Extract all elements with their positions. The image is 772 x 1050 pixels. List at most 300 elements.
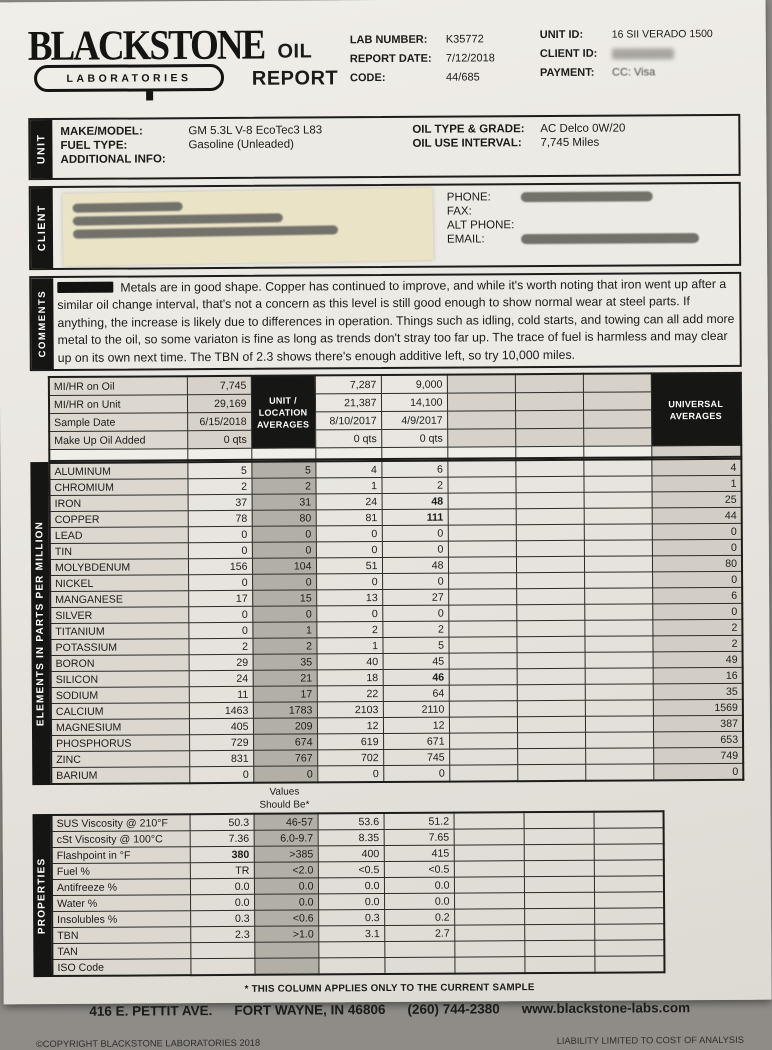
universal-average-value: 387 [653, 716, 743, 733]
cell [584, 492, 652, 508]
cell [651, 446, 741, 458]
current-sample-value: 2 [187, 479, 251, 495]
current-sample-footnote: * THIS COLUMN APPLIES ONLY TO THE CURRENT SAMPLE [34, 981, 746, 996]
previous-sample-2-value: 12 [383, 717, 449, 733]
universal-average-value: 0 [652, 540, 742, 557]
elements-table [48, 458, 744, 785]
cell [524, 844, 594, 860]
cell [515, 429, 583, 447]
universal-average-value: 4 [651, 459, 741, 476]
element-row [51, 764, 743, 785]
current-sample-value: 0.0 [190, 879, 254, 895]
lab-number-label: LAB NUMBER: [350, 34, 446, 47]
universal-average-value: 6 [652, 588, 742, 605]
current-sample-value: 831 [189, 751, 253, 767]
values-should-be: >1.0 [254, 926, 318, 942]
previous-sample-2-value: 745 [383, 749, 449, 765]
blackstone-logo [28, 21, 240, 102]
previous-sample-2-value: 0 [382, 525, 448, 541]
cell [516, 493, 584, 509]
cell [449, 669, 517, 685]
current-sample-value: 6/15/2018 [187, 413, 251, 431]
logo-subtext: LABORATORIES [66, 72, 191, 85]
current-sample-value: 729 [189, 735, 253, 751]
previous-sample-1-value: 12 [317, 718, 383, 734]
previous-sample-2-value: 0 [382, 573, 448, 589]
cell [454, 957, 524, 974]
cell [447, 393, 515, 411]
comments-text: Metals are in good shape. Copper has continued to improve, and while it's worth noting that iron went up after a similar oil change interval, that's not a concern as this level is still good enough to show normal wear at steel parts. If anything, the increase is likely due to differences in operation. Things such as idling, cold starts, and towing can all add more metal to the oil, so some variaton is fine as long as trends don't stray too far up. The trace of fuel is harmless and may clear up on its own next time. The TBN of 2.3 shows there's enough additive left, so try 10,000 miles. [57, 277, 734, 365]
cell [454, 941, 524, 957]
unit-location-average-value: 674 [253, 734, 317, 750]
cell [454, 893, 524, 909]
cell [585, 748, 653, 764]
current-sample-value: 0 [188, 543, 252, 559]
unit-location-average-value: 80 [252, 510, 316, 526]
previous-sample-2-value: 45 [383, 653, 449, 669]
client-contact-fields [433, 188, 731, 262]
previous-sample-1-value [318, 958, 384, 975]
cell [49, 449, 187, 461]
cell [315, 448, 381, 460]
cell [447, 374, 515, 393]
current-sample-value: 11 [189, 687, 253, 703]
element-name: MOLYBDENUM [50, 559, 188, 576]
client-section [29, 182, 741, 270]
universal-average-value: 25 [652, 492, 742, 509]
sample-row-label: MI/HR on Unit [49, 395, 187, 414]
unit-location-average-value: 0 [252, 574, 316, 590]
property-row [52, 956, 664, 976]
current-sample-value: 156 [188, 559, 252, 575]
previous-sample-2-value: 2 [381, 477, 447, 493]
cell [517, 685, 585, 701]
values-should-be: <2.0 [254, 862, 318, 878]
values-should-be [254, 958, 318, 975]
previous-sample-1-value: 2103 [317, 702, 383, 718]
oil-type-label: OIL TYPE & GRADE: [412, 123, 540, 136]
unit-location-average-value: 5 [251, 462, 315, 479]
cell [448, 541, 516, 557]
cell [454, 861, 524, 877]
sample-row-label: Sample Date [49, 413, 187, 432]
element-name: CALCIUM [51, 703, 189, 720]
current-sample-value: 1463 [189, 703, 253, 719]
cell [448, 621, 516, 637]
unit-section-label: UNIT [30, 120, 52, 178]
cell [515, 447, 583, 459]
cell [517, 669, 585, 685]
previous-sample-2-value: 0 [382, 541, 448, 557]
cell [517, 749, 585, 765]
unit-location-averages-header: UNIT / LOCATION AVERAGES [251, 376, 315, 449]
previous-sample-2-value: 27 [382, 589, 448, 605]
element-name: SODIUM [51, 687, 189, 704]
current-sample-value: 7.36 [190, 831, 254, 847]
cell [594, 876, 664, 892]
property-name: Fuel % [52, 863, 190, 880]
property-name: TBN [52, 927, 190, 944]
property-name: Water % [52, 895, 190, 912]
cell [516, 621, 584, 637]
element-name: SILVER [50, 607, 188, 624]
previous-sample-1-value: 0 [316, 526, 382, 542]
unit-id-row [540, 28, 740, 41]
previous-sample-2-value: 415 [384, 845, 454, 861]
cell [594, 892, 664, 908]
previous-sample-2-value: 51.2 [384, 813, 454, 830]
previous-sample-1-value: 2 [316, 622, 382, 638]
report-date-label: REPORT DATE: [350, 53, 446, 66]
unit-location-average-value: 17 [253, 686, 317, 702]
previous-sample-2-value: 4/9/2017 [381, 411, 447, 429]
sample-info-table [48, 372, 743, 462]
previous-sample-1-value: 4 [315, 461, 381, 478]
previous-sample-1-value: 0 qts [315, 430, 381, 448]
report-date-row [350, 52, 540, 65]
cell [594, 956, 664, 973]
unit-location-average-value: 1783 [253, 702, 317, 718]
logo-wordmark: BLACKSTONE [28, 26, 240, 66]
current-sample-value: 405 [189, 719, 253, 735]
cell [448, 589, 516, 605]
values-should-be [254, 942, 318, 958]
client-section-label: CLIENT [31, 188, 53, 268]
unit-location-average-value: 2 [251, 478, 315, 494]
properties-side-label: PROPERTIES [33, 814, 52, 977]
fax-label: FAX: [447, 205, 521, 217]
cell [584, 508, 652, 524]
previous-sample-1-value: 1 [315, 478, 381, 494]
element-name: COPPER [50, 511, 188, 528]
unit-id-value: 16 SII VERADO 1500 [612, 28, 713, 41]
code-value: 44/685 [446, 71, 480, 83]
website-link: www.blackstone-labs.com [522, 1000, 690, 1016]
cell [448, 525, 516, 541]
unit-location-average-value: 35 [253, 654, 317, 670]
universal-average-value: 0 [653, 764, 743, 781]
universal-average-value: 2 [652, 636, 742, 653]
cell [448, 573, 516, 589]
unit-location-average-value: 209 [253, 718, 317, 734]
report-header [28, 18, 741, 112]
previous-sample-2-value: 46 [383, 669, 449, 685]
previous-sample-2-value: 0.0 [384, 893, 454, 909]
cell [454, 845, 524, 861]
property-name: TAN [52, 943, 190, 960]
universal-average-value: 0 [652, 524, 742, 541]
element-name: IRON [50, 495, 188, 512]
previous-sample-2-value: 14,100 [381, 393, 447, 411]
universal-average-value: 35 [653, 684, 743, 701]
cell [583, 392, 651, 410]
cell [447, 477, 515, 493]
cell [515, 477, 583, 493]
previous-sample-1-value: 0 [316, 574, 382, 590]
universal-average-value: 653 [653, 732, 743, 749]
current-sample-value: 0 [188, 607, 252, 623]
cell [454, 909, 524, 925]
cell [448, 557, 516, 573]
cell [583, 428, 651, 446]
previous-sample-1-value: 702 [317, 750, 383, 766]
cell [515, 411, 583, 429]
unit-location-average-value: 0 [252, 606, 316, 622]
cell [594, 940, 664, 956]
code-label: CODE: [350, 72, 446, 85]
cell [516, 573, 584, 589]
previous-sample-1-value: 0 [316, 542, 382, 558]
cell [449, 749, 517, 765]
previous-sample-1-value: 0 [316, 606, 382, 622]
payment-value: CC: Visa [612, 66, 655, 78]
values-should-be: 46-57 [254, 814, 318, 831]
values-should-be: 0.0 [254, 878, 318, 894]
payment-label: PAYMENT: [540, 67, 612, 79]
cell [583, 410, 651, 428]
cell [447, 447, 515, 459]
current-sample-value: 0 qts [187, 431, 251, 449]
previous-sample-2-value: 671 [383, 733, 449, 749]
cell [517, 717, 585, 733]
current-sample-value: 380 [190, 847, 254, 863]
client-id-redacted [612, 48, 674, 59]
cell [448, 637, 516, 653]
cell [516, 605, 584, 621]
unit-location-average-value: 15 [252, 590, 316, 606]
property-name: Insolubles % [52, 911, 190, 928]
unit-location-average-value: 767 [253, 750, 317, 766]
cell [524, 860, 594, 876]
previous-sample-1-value: 8.35 [318, 830, 384, 846]
comments-section-label: COMMENTS [31, 278, 54, 369]
previous-sample-2-value: 48 [382, 557, 448, 573]
previous-sample-1-value: 40 [317, 654, 383, 670]
report-date-value: 7/12/2018 [446, 52, 495, 64]
cell [454, 925, 524, 941]
redacted-client-name [73, 202, 183, 213]
current-sample-value [190, 943, 254, 959]
cell [524, 940, 594, 956]
cell [584, 588, 652, 604]
values-should-be: 0.0 [254, 894, 318, 910]
client-id-label: CLIENT ID: [540, 48, 612, 60]
element-name: CHROMIUM [49, 479, 187, 496]
previous-sample-1-value: 22 [317, 686, 383, 702]
previous-sample-1-value: 24 [316, 494, 382, 510]
current-sample-value: 0 [188, 575, 252, 591]
code-row [350, 71, 540, 84]
cell [524, 892, 594, 908]
redacted-client-address [73, 213, 283, 225]
universal-average-value: 749 [653, 748, 743, 765]
oil-interval-label: OIL USE INTERVAL: [412, 137, 540, 150]
id-info-block [540, 18, 740, 86]
previous-sample-2-value: 2 [382, 621, 448, 637]
previous-sample-1-value: 0 [317, 766, 383, 783]
cell [584, 540, 652, 556]
cell [516, 637, 584, 653]
universal-average-value: 1 [651, 476, 741, 493]
cell [594, 828, 664, 844]
cell [449, 685, 517, 701]
unit-location-average-value: 0 [252, 526, 316, 542]
property-name: cSt Viscosity @ 100°C [52, 831, 190, 848]
cell [585, 732, 653, 748]
previous-sample-1-value: 21,387 [315, 394, 381, 412]
cell [516, 589, 584, 605]
property-name: ISO Code [52, 959, 190, 976]
oil-interval-value: 7,745 Miles [540, 137, 599, 149]
previous-sample-2-value: 5 [382, 637, 448, 653]
current-sample-value: 50.3 [190, 814, 254, 831]
cell [447, 429, 515, 447]
oil-type-value: AC Delco 0W/20 [540, 123, 625, 136]
additional-info-label: ADDITIONAL INFO: [60, 153, 188, 166]
previous-sample-1-value: <0.5 [318, 862, 384, 878]
copyright-text: ©COPYRIGHT BLACKSTONE LABORATORIES 2018 [36, 1038, 260, 1049]
universal-average-value: 44 [652, 508, 742, 525]
previous-sample-2-value: 6 [381, 461, 447, 478]
cell [585, 764, 653, 781]
cell [448, 509, 516, 525]
sample-row-label: Make Up Oil Added [49, 431, 187, 450]
unit-section-body [52, 116, 738, 178]
previous-sample-2-value: 0 [383, 765, 449, 782]
current-sample-value: 17 [188, 591, 252, 607]
unit-id-label: UNIT ID: [540, 29, 612, 41]
phone-label: PHONE: [447, 191, 521, 203]
current-sample-value: 0 [188, 623, 252, 639]
current-sample-value [190, 959, 254, 976]
current-sample-value: 0 [189, 767, 253, 784]
cell [585, 684, 653, 700]
redacted-client-city [73, 225, 338, 238]
fuel-type-value: Gasoline (Unleaded) [188, 139, 294, 152]
universal-averages-header: UNIVERSAL AVERAGES [651, 373, 741, 446]
cell [524, 908, 594, 924]
cell [454, 829, 524, 845]
values-should-be: >385 [254, 846, 318, 862]
client-id-row [540, 47, 740, 60]
cell [594, 812, 664, 829]
previous-sample-1-value: 0.0 [318, 878, 384, 894]
cell [515, 393, 583, 411]
client-section-body [53, 184, 739, 268]
previous-sample-1-value: 0.0 [318, 894, 384, 910]
element-name: POTASSIUM [50, 639, 188, 656]
redacted-email [521, 233, 699, 244]
previous-sample-1-value: 7,287 [315, 375, 381, 394]
elements-side-label: ELEMENTS IN PARTS PER MILLION [30, 462, 50, 785]
element-name: ZINC [51, 751, 189, 768]
previous-sample-2-value [384, 957, 454, 974]
current-sample-value: 2.3 [190, 927, 254, 943]
current-sample-value: 0 [188, 527, 252, 543]
previous-sample-1-value: 8/10/2017 [315, 412, 381, 430]
previous-sample-1-value: 3.1 [318, 926, 384, 942]
cell [584, 524, 652, 540]
current-sample-value: 0.0 [190, 895, 254, 911]
cell [449, 717, 517, 733]
cell [585, 716, 653, 732]
universal-average-value: 80 [652, 556, 742, 573]
client-address-redaction-tape [62, 188, 433, 266]
current-sample-value: 5 [187, 462, 251, 479]
cell [516, 557, 584, 573]
cell [516, 509, 584, 525]
unit-location-average-value: 104 [252, 558, 316, 574]
cell [454, 877, 524, 893]
previous-sample-1-value: 1 [316, 638, 382, 654]
unit-left-fields [60, 122, 412, 174]
cell [585, 652, 653, 668]
lab-info-block [350, 19, 540, 91]
universal-average-value: 16 [653, 668, 743, 685]
logo-tail-mark [146, 92, 153, 101]
current-sample-value: 24 [189, 671, 253, 687]
previous-sample-1-value: 81 [316, 510, 382, 526]
previous-sample-1-value [318, 942, 384, 958]
previous-sample-2-value: 48 [382, 493, 448, 509]
sample-row-label: MI/HR on Oil [49, 376, 187, 395]
unit-location-average-value: 1 [252, 622, 316, 638]
cell [454, 812, 524, 829]
make-model-label: MAKE/MODEL: [60, 125, 188, 138]
unit-location-average-value: 2 [252, 638, 316, 654]
element-name: TIN [50, 543, 188, 560]
element-name: NICKEL [50, 575, 188, 592]
cell [448, 605, 516, 621]
phone-number: (260) 744-2380 [407, 1002, 499, 1018]
cell [594, 860, 664, 876]
unit-right-fields [412, 120, 730, 172]
current-sample-value: 29 [189, 655, 253, 671]
previous-sample-1-value: 400 [318, 846, 384, 862]
previous-sample-2-value: 0 [382, 605, 448, 621]
address-line [34, 1000, 746, 1019]
current-sample-value: 2 [188, 639, 252, 655]
cell [583, 476, 651, 492]
unit-location-average-value: 0 [252, 542, 316, 558]
cell [584, 572, 652, 588]
element-name: LEAD [50, 527, 188, 544]
cell [516, 525, 584, 541]
current-sample-value: TR [190, 863, 254, 879]
current-sample-value: 0.3 [190, 911, 254, 927]
cell [449, 653, 517, 669]
redacted-phone [521, 191, 653, 202]
sample-info-wrap [30, 372, 743, 462]
universal-average-value: 0 [652, 604, 742, 621]
legal-row [34, 1035, 746, 1049]
cell [584, 556, 652, 572]
lab-number-value: K35772 [446, 33, 484, 45]
element-name: BORON [51, 655, 189, 672]
report-title: OIL REPORT [240, 20, 350, 93]
previous-sample-2-value: 0.0 [384, 877, 454, 893]
cell [524, 876, 594, 892]
previous-sample-2-value: 0 qts [381, 429, 447, 447]
liability-text: LIABILITY LIMITED TO COST OF ANALYSIS [557, 1035, 744, 1046]
previous-sample-1-value: 619 [317, 734, 383, 750]
cell [515, 460, 583, 477]
element-name: MAGNESIUM [51, 719, 189, 736]
unit-location-average-value: 21 [253, 670, 317, 686]
universal-average-value: 1569 [653, 700, 743, 717]
alt-phone-label: ALT PHONE: [447, 219, 521, 231]
cell [584, 636, 652, 652]
